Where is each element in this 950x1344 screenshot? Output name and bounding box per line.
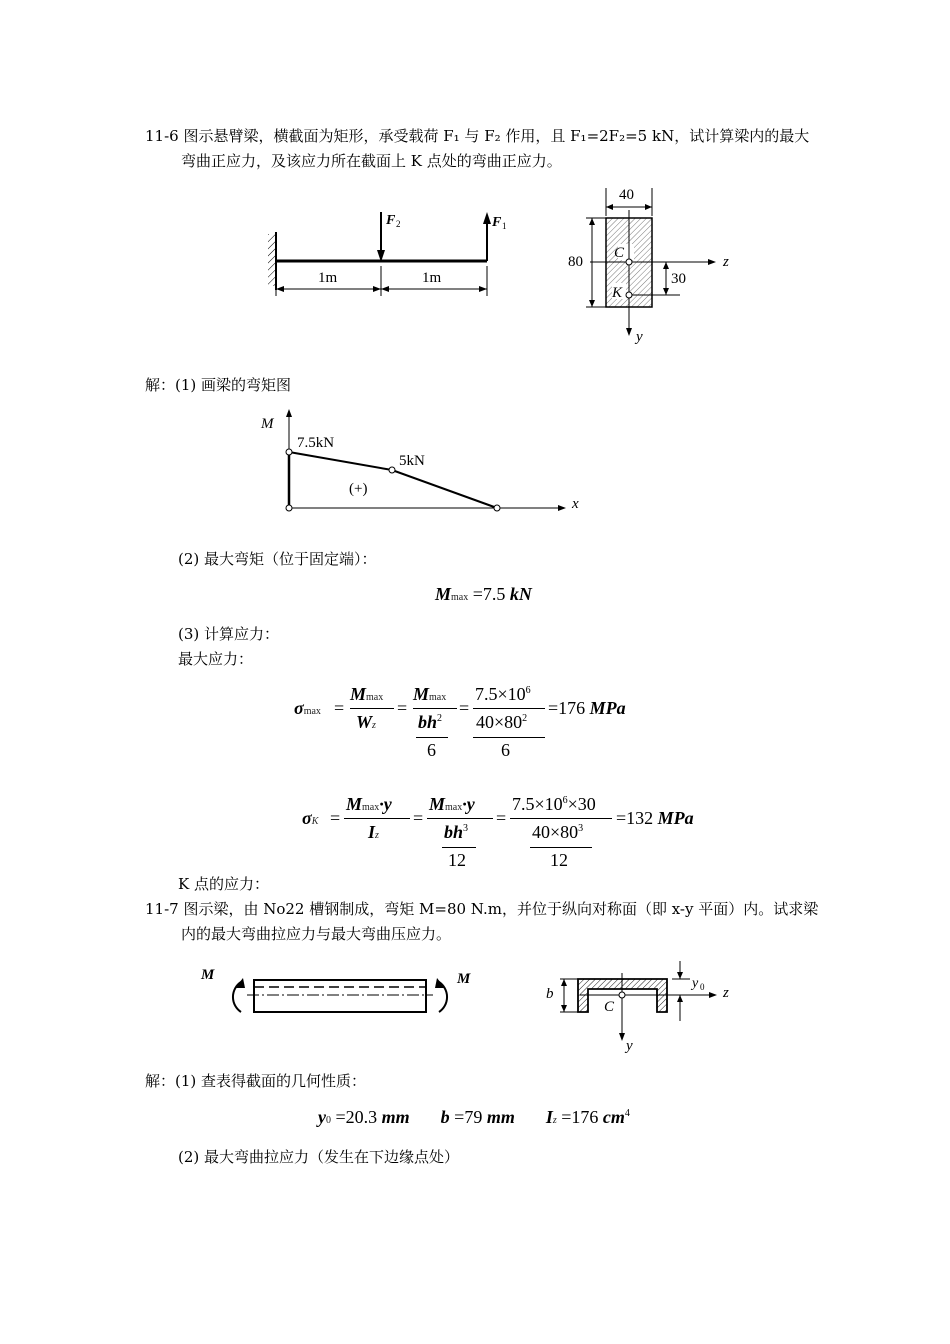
solution-117-step2: (2) 最大弯曲拉应力（发生在下边缘点处） xyxy=(178,1148,460,1166)
eq3-isub: z xyxy=(375,830,379,841)
eq4-y0: y xyxy=(318,1107,326,1127)
equation-sigma-max xyxy=(290,680,650,770)
eq3-msub: max xyxy=(362,802,380,813)
solution-117-step1: 解：(1) 查表得截面的几何性质： xyxy=(145,1072,367,1090)
eq2-six2: 6 xyxy=(501,740,510,760)
eq4-isub: z xyxy=(552,1115,557,1126)
f1-sub: 1 xyxy=(502,221,507,231)
eq4-iunit: cm xyxy=(602,1107,625,1127)
eq2-densup: 2 xyxy=(522,713,528,724)
channel-beam-figure xyxy=(195,960,485,1030)
moment-left-label: M xyxy=(201,967,215,983)
moment-right-label: M xyxy=(457,971,471,987)
eq1-sub: max xyxy=(451,592,469,603)
eq1-rhs: =7.5 xyxy=(472,584,506,604)
eq3-sigsub: K xyxy=(311,816,319,827)
y0-sub: 0 xyxy=(700,982,705,992)
f2-sub: 2 xyxy=(396,219,401,229)
eq2-den: 40×80 xyxy=(476,712,523,732)
sign-label: (+) xyxy=(349,481,368,497)
z-label: z xyxy=(723,254,729,270)
value-label-mid: 5kN xyxy=(399,453,425,469)
eq2-m: M xyxy=(350,684,367,704)
eq1-unit: kN xyxy=(509,584,532,604)
eq3-eq3: = xyxy=(496,808,507,828)
k-stress-label: K 点的应力： xyxy=(178,875,269,893)
eq2-result: =176 xyxy=(548,698,586,718)
centroid-point xyxy=(626,259,632,265)
eq3-twelve: 12 xyxy=(448,850,466,870)
eq3-eq1: = xyxy=(330,808,341,828)
eq3-dot2: ·y xyxy=(462,794,475,814)
y0-label: y xyxy=(692,976,699,991)
eq2-msub: max xyxy=(366,692,384,703)
eq3-m: M xyxy=(346,794,363,814)
kdist-label: 30 xyxy=(671,271,686,287)
eq4-y0sub: 0 xyxy=(326,1115,331,1126)
c-label-channel: C xyxy=(604,999,615,1015)
eq2-unit: MPa xyxy=(589,698,626,718)
problem-11-6-line1: 11-6 图示悬臂梁，横截面为矩形，承受载荷 F₁ 与 F₂ 作用，且 F₁=2F₂=5 kN，试计算梁内的最大 xyxy=(145,127,810,145)
fixed-support xyxy=(268,234,276,286)
eq3-num2: ×30 xyxy=(567,794,596,814)
eq2-m2: M xyxy=(413,684,430,704)
b-label: b xyxy=(546,986,554,1002)
f2-label: F xyxy=(386,213,396,228)
solution-step1: 解：(1) 画梁的弯矩图 xyxy=(145,376,292,394)
eq1-m: M xyxy=(435,584,452,604)
eq3-bh: bh xyxy=(444,822,464,842)
eq2-num: 7.5×10 xyxy=(475,684,526,704)
eq2-bh: bh xyxy=(418,712,438,732)
equation-section-properties xyxy=(318,1107,630,1128)
eq3-densup: 3 xyxy=(578,823,584,834)
moment-diagram xyxy=(255,405,595,525)
eq3-i: I xyxy=(368,822,376,842)
eq4-bunit: mm xyxy=(486,1107,515,1127)
eq3-eq2: = xyxy=(413,808,424,828)
force-f1-arrow xyxy=(483,212,491,224)
eq3-num: 7.5×10 xyxy=(512,794,563,814)
solution-step2: (2) 最大弯矩（位于固定端）： xyxy=(178,550,377,568)
eq3-numsup: 6 xyxy=(562,795,568,806)
eq2-msub2: max xyxy=(429,692,447,703)
eq4-y0unit: mm xyxy=(381,1107,410,1127)
max-stress-label: 最大应力： xyxy=(178,650,254,668)
f1-label: F xyxy=(492,215,502,230)
eq2-wsub: z xyxy=(372,720,376,731)
k-point xyxy=(626,292,632,298)
eq2-w: W xyxy=(356,712,373,732)
cantilever-beam-figure xyxy=(260,200,520,310)
dim-label-a: 1m xyxy=(318,270,338,286)
solution-step3: (3) 计算应力： xyxy=(178,625,280,643)
width-label: 40 xyxy=(619,187,634,203)
eq3-m2: M xyxy=(429,794,446,814)
value-label-max: 7.5kN xyxy=(297,435,335,451)
eq2-eq3: = xyxy=(459,698,470,718)
eq3-dot: ·y xyxy=(379,794,392,814)
eq4-iexp: 4 xyxy=(624,1108,630,1119)
eq2-eq2: = xyxy=(397,698,408,718)
eq3-bhsup: 3 xyxy=(463,823,469,834)
equation-mmax xyxy=(435,584,532,605)
centroid-channel xyxy=(619,992,625,998)
z-label-channel: z xyxy=(723,985,729,1001)
eq3-twelve2: 12 xyxy=(550,850,568,870)
eq4-bval: =79 xyxy=(454,1107,483,1127)
dim-label-b: 1m xyxy=(422,270,442,286)
eq4-i: I xyxy=(545,1107,553,1127)
eq3-result: =132 xyxy=(616,808,654,828)
beam-rectangle xyxy=(254,980,426,1012)
rect-section-figure xyxy=(560,180,750,350)
eq2-sigsub: max xyxy=(303,706,321,717)
problem-11-6-line2: 弯曲正应力，及该应力所在截面上 K 点处的弯曲正应力。 xyxy=(181,152,562,170)
y-label-channel: y xyxy=(626,1038,633,1054)
problem-11-7-line1: 11-7 图示梁，由 No22 槽钢制成，弯矩 M=80 N.m，并位于纵向对称面（即 x-y 平面）内。试求梁 xyxy=(145,900,819,918)
equation-sigma-k xyxy=(298,790,718,880)
eq2-eq1: = xyxy=(334,698,345,718)
eq2-sigma: σ xyxy=(294,698,304,718)
moment-curve xyxy=(289,452,497,508)
channel-section-figure xyxy=(540,955,740,1055)
eq2-numsup: 6 xyxy=(525,685,531,696)
eq3-sigma: σ xyxy=(302,808,312,828)
eq3-unit: MPa xyxy=(657,808,694,828)
eq4-b: b xyxy=(440,1107,450,1127)
height-label: 80 xyxy=(568,254,583,270)
eq4-y0val: =20.3 xyxy=(335,1107,378,1127)
m-axis-label: M xyxy=(261,416,274,432)
eq2-six: 6 xyxy=(427,740,436,760)
eq2-bhsup: 2 xyxy=(437,713,443,724)
y-label: y xyxy=(636,329,643,345)
x-axis-label: x xyxy=(572,496,579,512)
eq4-ival: =176 xyxy=(561,1107,599,1127)
eq3-msub2: max xyxy=(445,802,463,813)
problem-11-7-line2: 内的最大弯曲拉应力与最大弯曲压应力。 xyxy=(181,925,452,943)
eq3-den: 40×80 xyxy=(532,822,579,842)
c-label: C xyxy=(614,245,625,261)
k-label: K xyxy=(612,285,623,301)
